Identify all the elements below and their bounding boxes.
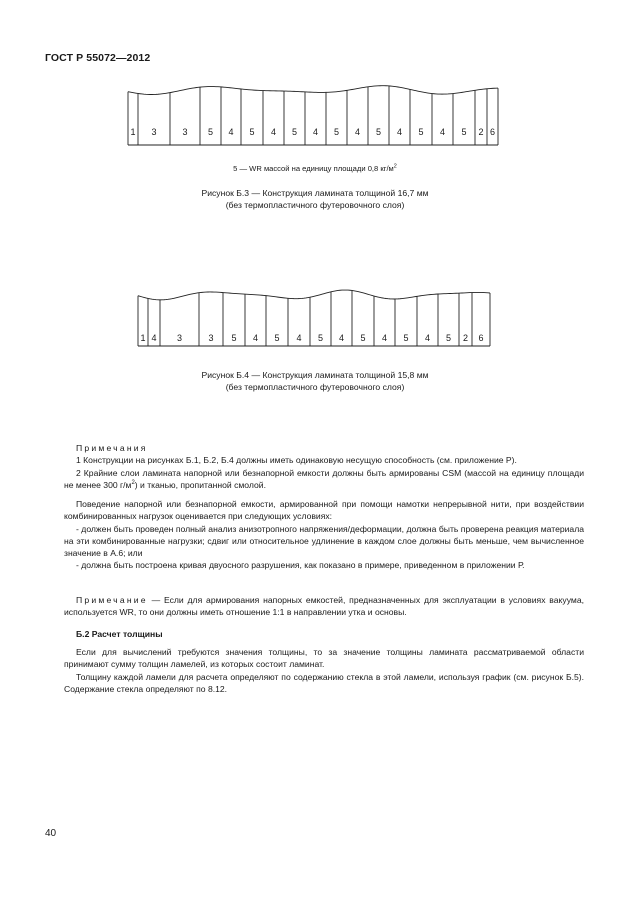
section-b2 [64,628,584,640]
layer-label: 5 [317,333,324,343]
layer-label: 5 [333,127,340,137]
layer-label: 4 [424,333,431,343]
figure-b4-caption [0,369,630,393]
layer-label: 5 [445,333,452,343]
layer-label: 4 [338,333,345,343]
layer-label: 2 [462,333,469,343]
notes-heading: Примечания [76,443,148,453]
layer-label: 3 [182,127,188,137]
laminate-top-edge [138,290,490,300]
layer-label: 5 [231,333,237,343]
layer-label: 6 [489,127,496,137]
layer-label: 4 [151,333,157,343]
figure-b4-caption-line2: (без термопластичного футеровочного слоя) [225,382,405,392]
note-2-text: 2 Крайние слои ламината напорной или безнапорной емкости должны быть армированы CSM (массой на единицу площади не менее 300 г/м [64,467,584,490]
note-2 [64,467,584,492]
layer-label: 6 [478,333,484,343]
layer-label: 4 [228,127,234,137]
note-2-text-end: ) и тканью, пропитанной смолой. [134,479,266,490]
layer-label: 3 [151,127,157,137]
layer-label: 4 [270,127,277,137]
layer-label: 4 [381,333,388,343]
layer-label: 2 [478,127,484,137]
section-title: Б.2 Расчет толщины [76,629,163,639]
document-header: ГОСТ Р 55072—2012 [45,52,151,64]
layer-label: 5 [207,127,214,137]
bullet-curve: - должна быть построена кривая двуосного разрушения, как показано в примере, приведенном в приложении Р. [76,560,525,571]
layer-label: 3 [176,333,183,343]
legend-text: 5 — WR массой на единицу площади 0,8 кг/м [233,164,394,173]
paragraph-thickness: Если для вычислений требуются значения толщины, то за значение толщины ламината рассматриваемой области принимают сумму толщин ламелей, из которых состоит ламинат. [64,647,584,670]
figure-b3-caption-line1: Рисунок Б.3 — Конструкция ламината толщиной 16,7 мм [201,188,429,198]
figure-b4-caption-line1: Рисунок Б.4 — Конструкция ламината толщиной 15,8 мм [201,370,429,380]
layer-label: 5 [461,127,467,137]
layer-label: 5 [274,333,280,343]
layer-label: 1 [140,333,146,343]
layer-label: 5 [375,127,382,137]
layer-label: 4 [252,333,259,343]
thickness-text [64,646,584,695]
layer-label: 4 [396,127,403,137]
body-block [64,498,584,572]
layer-label: 5 [360,333,366,343]
legend-superscript: 2 [393,163,397,170]
note-3-text: — Если для армирования напорных емкостей, предназначенных для эксплуатации в условиях вакуума, используется WR, то они должны иметь отношение 1:1 в направлении утка и основы. [64,595,584,618]
page-number: 40 [45,828,57,839]
layer-label: 4 [312,127,319,137]
note-2-sup: 2 [131,480,135,487]
layer-label: 3 [208,333,214,343]
note-3-label: Примечание [76,595,148,605]
layer-label: 5 [418,127,424,137]
layer-label: 5 [249,127,255,137]
notes-block [64,442,584,491]
layer-label: 5 [403,333,409,343]
note-3 [64,594,584,619]
layer-label: 4 [439,127,446,137]
layer-label: 4 [296,333,302,343]
layer-label: 1 [130,127,136,137]
figure-b3-caption-line2: (без термопластичного футеровочного слоя) [225,200,405,210]
paragraph-lamella: Толщину каждой ламели для расчета определяют по содержанию стекла в этой ламели, используя график (см. рисунок Б.5). Содержание стекла определяют по 8.12. [64,671,584,694]
layer-label: 5 [291,127,298,137]
bullet-analysis: - должен быть проведен полный анализ анизотропного напряжения/деформации, должна быть проверена реакция материала на эти комбинированные нагрузки; сдвиг или относительное удлинение в каждом слое должны быть меньше, чем вычисленное значение в А.6; или [64,523,584,559]
paragraph-behavior: Поведение напорной или безнапорной емкости, армированной при помощи намотки непрерывной нити, при воздействии комбинированных нагрузок оценивается при следующих условиях: [64,499,584,522]
note-1: 1 Конструкции на рисунках Б.1, Б.2, Б.4 должны иметь одинаковую несущую способность (см. приложение Р). [76,455,517,466]
layer-label: 4 [354,127,361,137]
